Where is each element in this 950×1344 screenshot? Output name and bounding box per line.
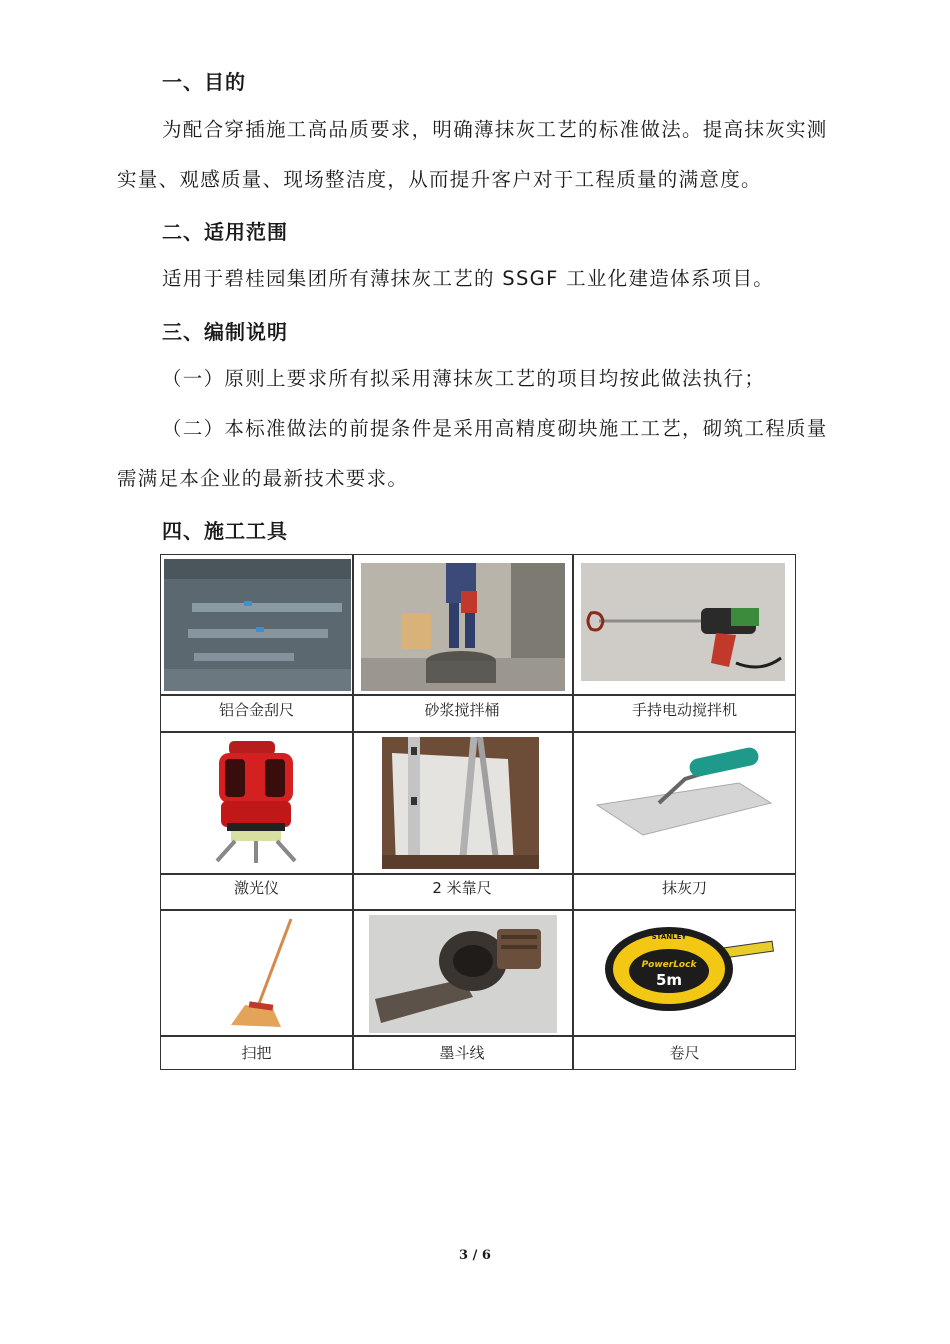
table-divider [572, 555, 574, 1069]
tool-caption: 铝合金刮尺 [218, 701, 294, 719]
table-divider [161, 694, 795, 696]
tape-length: 5m [655, 971, 683, 989]
handheld-electric-mixer-icon [581, 563, 785, 681]
tape-measure-icon [603, 917, 775, 1017]
table-divider [161, 731, 795, 733]
ink-line-marker-icon [369, 915, 557, 1033]
table-divider [352, 555, 354, 1069]
plastering-trowel-icon [589, 743, 779, 843]
tool-caption: 扫把 [241, 1044, 272, 1062]
table-divider [161, 873, 795, 875]
section-heading-notes: 三、编制说明 [162, 320, 288, 344]
purpose-paragraph: 为配合穿插施工高品质要求，明确薄抹灰工艺的标准做法。提高抹灰实测实量、观感质量、现场整洁度，从而提升客户对于工程质量的满意度。 [117, 118, 828, 191]
table-divider [161, 1035, 795, 1037]
tape-model: PowerLock [641, 960, 697, 970]
tool-caption: 卷尺 [669, 1044, 700, 1062]
tool-caption: 2 米靠尺 [432, 879, 492, 897]
tool-caption: 手持电动搅拌机 [631, 701, 737, 719]
tool-caption: 砂浆搅拌桶 [424, 701, 500, 719]
section-heading-scope: 二、适用范围 [162, 220, 288, 244]
two-meter-guiding-rule-icon [382, 737, 539, 869]
tape-brand: STANLEY [651, 933, 687, 941]
laser-level-icon [191, 737, 321, 869]
tools-table [160, 554, 796, 1070]
tool-caption: 墨斗线 [439, 1044, 485, 1062]
aluminum-screed-ruler-icon [164, 559, 351, 691]
section-heading-tools: 四、施工工具 [162, 519, 288, 543]
mortar-mixing-bucket-icon [361, 563, 565, 691]
section-heading-purpose: 一、目的 [162, 70, 246, 94]
notes-item-2: （二）本标准做法的前提条件是采用高精度砌块施工工艺，砌筑工程质量需满足本企业的最新技术要求。 [117, 417, 828, 490]
table-divider [161, 909, 795, 911]
tool-caption: 抹灰刀 [661, 879, 707, 897]
scope-paragraph: 适用于碧桂园集团所有薄抹灰工艺的 SSGF 工业化建造体系项目。 [162, 267, 775, 290]
tool-caption: 激光仪 [233, 879, 279, 897]
notes-item-1: （一）原则上要求所有拟采用薄抹灰工艺的项目均按此做法执行； [162, 367, 766, 390]
page-number: 3 / 6 [459, 1248, 491, 1263]
broom-icon [221, 915, 301, 1029]
